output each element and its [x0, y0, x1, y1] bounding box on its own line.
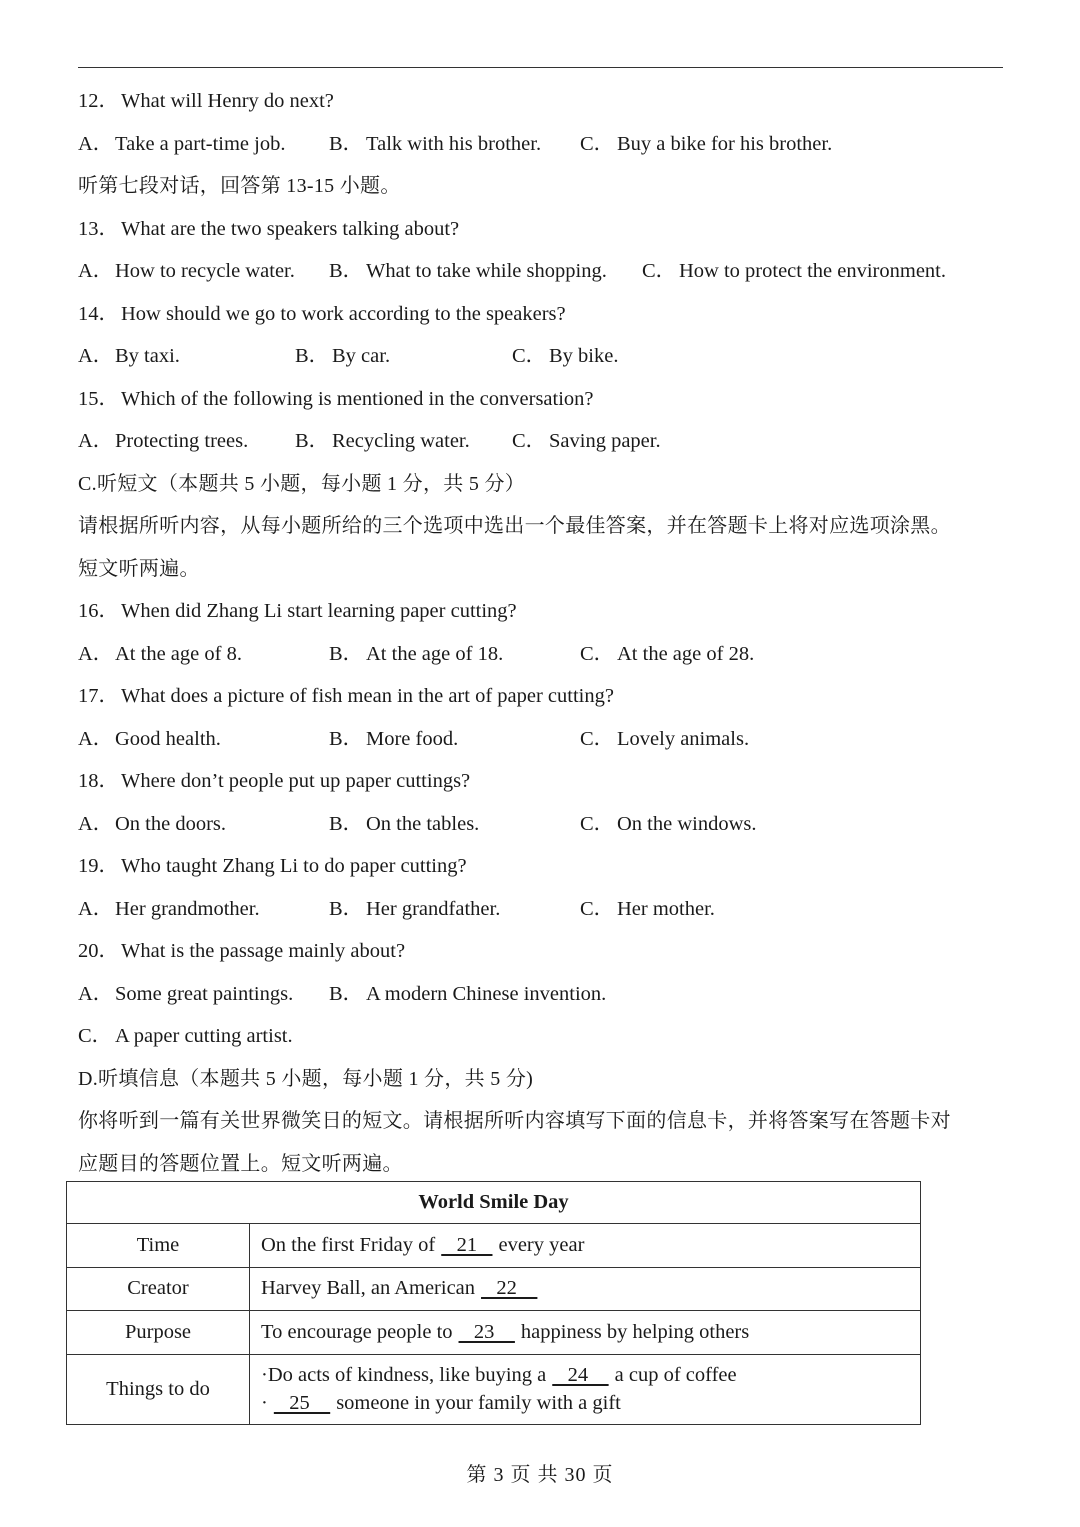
option-c: [580, 718, 749, 761]
section-c-title: C.听短文（本题共 5 小题，每小题 1 分，共 5 分）: [78, 472, 526, 495]
option-letter: C．: [580, 812, 615, 835]
option-letter: C．: [512, 430, 547, 452]
option-text: Recycling water.: [332, 430, 470, 452]
option-letter: B．: [329, 260, 364, 282]
option-text: Some great paintings.: [115, 982, 294, 1005]
page-number-footer: 第 3 页 共 30 页: [466, 1464, 614, 1486]
option-b: [329, 973, 606, 1016]
option-text: A paper cutting artist.: [115, 1025, 293, 1047]
question-text: When did Zhang Li start learning paper cutting?: [121, 600, 517, 622]
option-letter: C．: [580, 727, 615, 750]
option-text: How to protect the environment.: [679, 260, 947, 282]
question-text: Who taught Zhang Li to do paper cutting?: [121, 855, 467, 877]
options-16: [78, 633, 1018, 676]
option-text: By car.: [332, 345, 391, 367]
option-letter: B．: [329, 897, 364, 920]
question-12: [78, 80, 1018, 123]
question-14: [78, 293, 1018, 336]
option-a: [78, 718, 221, 761]
question-number: 17．: [78, 685, 119, 707]
option-text: On the windows.: [617, 812, 757, 835]
table-row-things-to-do: [67, 1354, 921, 1424]
text-after-blank: happiness by helping others: [520, 1320, 750, 1343]
option-c: [580, 888, 715, 931]
option-letter: C．: [580, 897, 615, 920]
section-7-intro: 听第七段对话，回答第 13-15 小题。: [78, 175, 401, 197]
text-after-blank: someone in your family with a gift: [336, 1392, 621, 1414]
option-c: [512, 420, 661, 463]
question-number: 14．: [78, 302, 119, 325]
option-text: At the age of 18.: [366, 642, 504, 665]
option-letter: A．: [78, 430, 114, 452]
option-a: [78, 973, 293, 1016]
option-text: A modern Chinese invention.: [366, 982, 607, 1005]
option-text: Take a part-time job.: [115, 132, 286, 155]
text-after-blank: a cup of coffee: [614, 1364, 737, 1386]
options-19: [78, 888, 1018, 931]
option-text: Her grandfather.: [366, 897, 501, 920]
option-letter: B．: [329, 982, 364, 1005]
options-12: [78, 123, 1018, 166]
option-a: [78, 633, 242, 676]
row-content: [250, 1311, 921, 1355]
option-c: [512, 335, 618, 378]
question-number: 15．: [78, 387, 119, 410]
table-row-time: [67, 1224, 921, 1268]
section-c-instruction-2: 短文听两遍。: [78, 557, 200, 580]
top-rule: [78, 67, 1003, 68]
options-20-c: [78, 1015, 1018, 1058]
section-d-title: D.听填信息（本题共 5 小题，每小题 1 分，共 5 分): [78, 1067, 534, 1090]
option-c: [580, 803, 757, 846]
row-label: Time: [67, 1224, 250, 1268]
option-text: How to recycle water.: [115, 260, 295, 282]
info-card-table: [66, 1181, 921, 1425]
option-text: What to take while shopping.: [366, 260, 607, 282]
option-text: More food.: [366, 727, 459, 750]
question-number: 18．: [78, 770, 119, 792]
question-15: [78, 378, 1018, 421]
option-b: [329, 250, 607, 293]
option-text: Talk with his brother.: [366, 132, 542, 155]
option-letter: A．: [78, 727, 114, 750]
option-text: Her mother.: [617, 897, 715, 920]
answer-blank-24[interactable]: 24: [552, 1364, 609, 1386]
option-b: [329, 633, 503, 676]
table-row-creator: [67, 1267, 921, 1311]
row-label: Things to do: [67, 1354, 250, 1424]
options-13: [78, 250, 1018, 293]
option-letter: A．: [78, 812, 114, 835]
option-text: Protecting trees.: [115, 430, 249, 452]
option-letter: B．: [329, 812, 364, 835]
question-text: What will Henry do next?: [121, 90, 334, 112]
section-d-instruction: 你将听到一篇有关世界微笑日的短文。请根据所听内容填写下面的信息卡，并将答案写在答题卡对: [78, 1110, 951, 1132]
options-18: [78, 803, 1018, 846]
answer-blank-25[interactable]: 25: [273, 1392, 331, 1414]
option-letter: B．: [295, 345, 330, 367]
text-before-blank: To encourage people to: [261, 1320, 453, 1343]
option-text: Lovely animals.: [617, 727, 750, 750]
option-letter: C．: [78, 1025, 113, 1047]
text-before-blank: On the first Friday of: [261, 1233, 436, 1256]
option-letter: C．: [580, 642, 615, 665]
option-text: Good health.: [115, 727, 221, 750]
row-label: Purpose: [67, 1311, 250, 1355]
question-number: 16．: [78, 600, 119, 622]
option-text: At the age of 28.: [617, 642, 755, 665]
question-text: What does a picture of fish mean in the art of paper cutting?: [121, 685, 614, 707]
row-label: Creator: [67, 1267, 250, 1311]
option-letter: B．: [329, 642, 364, 665]
option-b: [329, 123, 541, 166]
option-letter: A．: [78, 345, 114, 367]
question-list: [78, 80, 1018, 1185]
option-b: [329, 803, 479, 846]
option-a: [78, 250, 295, 293]
option-text: By bike.: [549, 345, 619, 367]
options-17: [78, 718, 1018, 761]
option-a: [78, 420, 248, 463]
section-d-instruction-2: 应题目的答题位置上。短文听两遍。: [78, 1152, 403, 1175]
option-b: [295, 420, 470, 463]
option-letter: B．: [329, 727, 364, 750]
option-letter: B．: [329, 132, 364, 155]
question-text: Which of the following is mentioned in the conversation?: [121, 387, 594, 410]
option-b: [329, 718, 458, 761]
question-18: [78, 760, 1018, 803]
table-header-row: [67, 1182, 921, 1224]
option-a: [78, 335, 180, 378]
question-17: [78, 675, 1018, 718]
question-number: 20．: [78, 940, 119, 962]
bullet: ·: [261, 1392, 268, 1414]
question-number: 19．: [78, 855, 119, 877]
option-text: On the tables.: [366, 812, 480, 835]
question-19: [78, 845, 1018, 888]
answer-blank-22[interactable]: 22: [481, 1277, 538, 1300]
text-after-blank: every year: [498, 1233, 585, 1256]
option-letter: C．: [512, 345, 547, 367]
row-content: [250, 1267, 921, 1311]
option-b: [295, 335, 390, 378]
option-c: [642, 250, 946, 293]
question-13: [78, 208, 1018, 251]
option-c: [78, 1015, 293, 1058]
question-20: [78, 930, 1018, 973]
row-content: [250, 1354, 921, 1424]
option-text: On the doors.: [115, 812, 227, 835]
option-a: [78, 123, 285, 166]
question-text: How should we go to work according to the speakers?: [121, 302, 566, 325]
option-c: [580, 633, 754, 676]
question-16: [78, 590, 1018, 633]
option-text: Her grandmother.: [115, 897, 260, 920]
text-before-blank: Harvey Ball, an American: [261, 1277, 476, 1300]
section-c-instruction: 请根据所听内容，从每小题所给的三个选项中选出一个最佳答案，并在答题卡上将对应选项涂黑。: [78, 515, 951, 537]
question-text: What is the passage mainly about?: [121, 940, 406, 962]
option-text: Saving paper.: [549, 430, 661, 452]
option-b: [329, 888, 500, 931]
todo-line-2: [261, 1389, 909, 1417]
question-text: What are the two speakers talking about?: [121, 217, 460, 240]
option-letter: B．: [295, 430, 330, 452]
option-a: [78, 803, 226, 846]
option-letter: A．: [78, 642, 114, 665]
question-text: Where don’t people put up paper cuttings?: [121, 770, 471, 792]
options-15: [78, 420, 1018, 463]
todo-line-1: [261, 1361, 909, 1389]
answer-blank-21[interactable]: 21: [441, 1233, 493, 1256]
table-row-purpose: [67, 1311, 921, 1355]
option-text: By taxi.: [115, 345, 180, 367]
options-14: [78, 335, 1018, 378]
option-letter: A．: [78, 260, 114, 282]
answer-blank-23[interactable]: 23: [458, 1320, 515, 1343]
option-a: [78, 888, 260, 931]
option-letter: A．: [78, 897, 114, 920]
option-text: Buy a bike for his brother.: [617, 132, 833, 155]
option-letter: C．: [580, 132, 615, 155]
option-c: [580, 123, 832, 166]
option-letter: A．: [78, 982, 114, 1005]
question-number: 13．: [78, 217, 119, 240]
option-letter: C．: [642, 260, 677, 282]
table-title: World Smile Day: [67, 1182, 921, 1224]
options-20-ab: [78, 973, 1018, 1016]
text-before-blank: ·Do acts of kindness, like buying a: [261, 1364, 547, 1386]
option-letter: A．: [78, 132, 114, 155]
question-number: 12．: [78, 90, 119, 112]
option-text: At the age of 8.: [115, 642, 242, 665]
row-content: [250, 1224, 921, 1268]
